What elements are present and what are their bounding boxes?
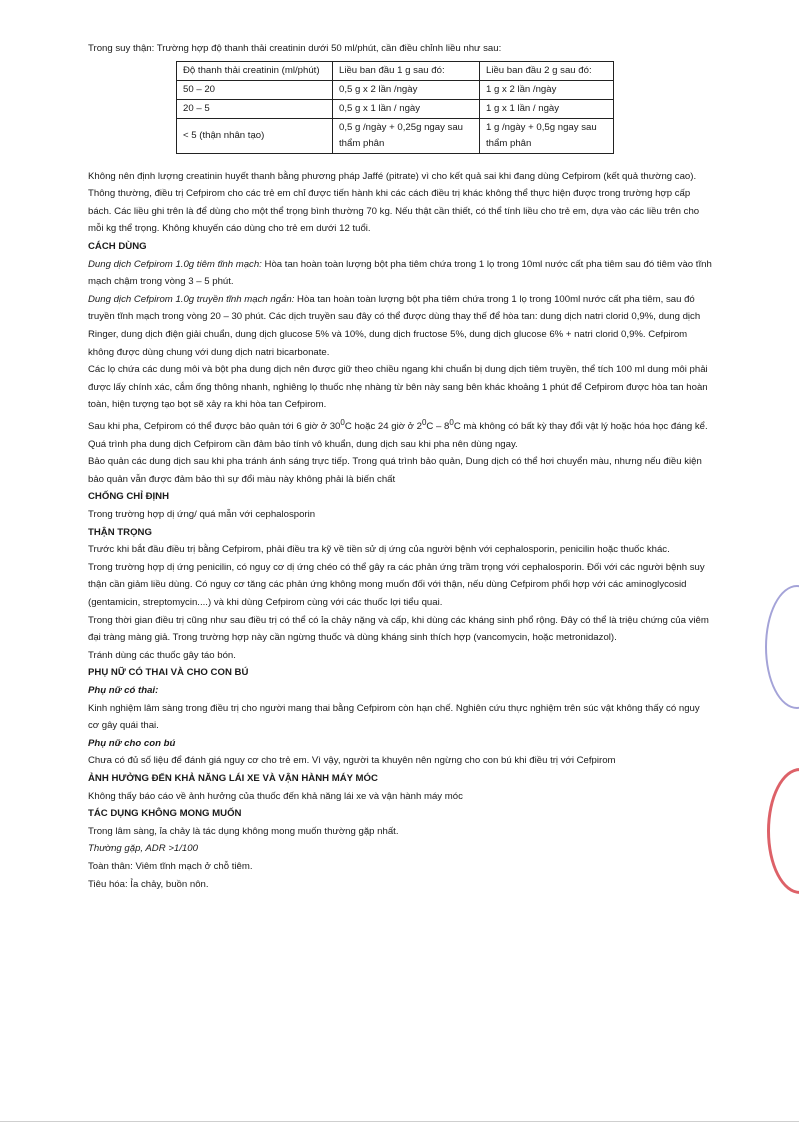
caution-paragraph-1: Trước khi bắt đầu điều trị bằng Cefpirom, phải điều tra kỹ về tiền sử dị ứng của người bệnh với cephalosporin, penicilin hoặc thuốc khác.	[88, 544, 670, 556]
table-header-row	[177, 61, 614, 80]
section-heading-usage: CÁCH DÙNG	[88, 240, 147, 252]
table-row	[177, 99, 614, 118]
driving-paragraph: Không thấy báo cáo về ảnh hưởng của thuốc đến khả năng lái xe và vận hành máy móc	[88, 790, 463, 802]
section-heading-adverse: TÁC DỤNG KHÔNG MONG MUỐN	[88, 808, 242, 820]
dose-table	[176, 61, 614, 154]
storage-paragraph	[88, 414, 713, 453]
table-cell: < 5 (thận nhân tạo)	[177, 118, 333, 153]
subheading-common: Thường gặp, ADR >1/100	[88, 843, 198, 855]
pregnant-paragraph: Kinh nghiệm lâm sàng trong điều trị cho người mang thai bằng Cefpirom còn hạn chế. Nghiên cứu thực nghiệm trên súc vật không thấy có nguy cơ gây quái thai.	[88, 702, 700, 732]
iv-injection-text: Hòa tan hoàn toàn lượng bột pha tiêm chứa trong 1 lọ trong 10ml nước cất pha tiêm sau đó tiêm vào tĩnh mạch chậm trong vòng 3 – 5 phút.	[88, 258, 712, 288]
table-header-cell: Liều ban đầu 1 g sau đó:	[333, 61, 480, 80]
table-row	[177, 80, 614, 99]
table-cell: 0,5 g x 1 lần / ngày	[333, 99, 480, 118]
iv-injection-label: Dung dịch Cefpirom 1.0g tiêm tĩnh mạch:	[88, 258, 262, 270]
renal-intro: Trong suy thận: Trường hợp độ thanh thải creatinin dưới 50 ml/phút, cần điều chỉnh liều như sau:	[88, 43, 502, 54]
table-cell: 20 – 5	[177, 99, 333, 118]
document-page	[88, 40, 713, 893]
storage-text: C – 8	[426, 421, 450, 433]
children-paragraph: Thông thường, điều trị Cefpirom cho các trẻ em chỉ được tiến hành khi các cách điều trị khác không thể thực hiện được trong trường hợp cấp bách. Các liều ghi trên là để dùng cho một thể trọng bình thường 70 kg. Nếu thật cần thiết, có thể tính liều cho trẻ em, dựa vào các liều trên cho mỗi kg thể trọng. Không khuyến cáo dùng cho trẻ em dưới 12 tuổi.	[88, 188, 700, 235]
red-stamp-partial	[767, 768, 799, 894]
degree-sup: 0	[340, 417, 345, 427]
table-header-cell: Độ thanh thải creatinin (ml/phút)	[177, 61, 333, 80]
table-header-cell: Liều ban đầu 2 g sau đó:	[480, 61, 614, 80]
subheading-breastfeeding: Phụ nữ cho con bú	[88, 737, 176, 749]
section-heading-driving: ẢNH HƯỞNG ĐẾN KHẢ NĂNG LÁI XE VÀ VẬN HÀNH MÁY MÓC	[88, 772, 378, 784]
table-cell: 1 g /ngày + 0,5g ngay sau thẩm phân	[480, 118, 614, 153]
table-cell: 0,5 g /ngày + 0,25g ngay sau thẩm phân	[333, 118, 480, 153]
degree-sup: 0	[449, 417, 454, 427]
contraindication-paragraph: Trong trường hợp dị ứng/ quá mẫn với cephalosporin	[88, 509, 316, 521]
table-cell: 1 g x 2 lần /ngày	[480, 80, 614, 99]
jaffe-paragraph: Không nên định lượng creatinin huyết thanh bằng phương pháp Jaffé (pitrate) vì cho kết quả sai khi đang dùng Cefpirom (kết quả thường cao).	[88, 170, 697, 182]
iv-injection-paragraph	[88, 256, 713, 291]
iv-infusion-text: Hòa tan hoàn toàn lượng bột pha tiêm chứa trong 1 lọ trong 100ml nước cất pha tiêm, sau đó truyền tĩnh mạch trong vòng 20 – 30 phút. Các dịch truyền sau đây có thể được dùng thay thế để hòa tan: dung dịch natri clorid 0,9%, dung dịch Ringer, dung dịch điện giải chuẩn, dung dịch glucose 5% và 10%, dung dịch fructose 5%, dung dịch glucose 6% + natri clorid 0,9%. Cefpirom không được dùng chung với dung dịch natri bicarbonate.	[88, 293, 701, 358]
degree-sup: 0	[421, 417, 427, 427]
systemic-paragraph: Toàn thân: Viêm tĩnh mạch ở chỗ tiêm.	[88, 860, 253, 872]
digestive-paragraph: Tiêu hóa: Ỉa chảy, buồn nôn.	[88, 878, 209, 890]
subheading-pregnant: Phụ nữ có thai:	[88, 685, 159, 696]
table-cell: 1 g x 1 lần / ngày	[480, 99, 614, 118]
iv-infusion-label: Dung dịch Cefpirom 1.0g truyền tĩnh mạch ngắn:	[88, 293, 295, 305]
section-heading-caution: THẬN TRỌNG	[88, 526, 152, 538]
section-heading-contraindication: CHỐNG CHỈ ĐỊNH	[88, 491, 170, 503]
adverse-paragraph: Trong lâm sàng, ỉa chảy là tác dụng không mong muốn thường gặp nhất.	[88, 825, 399, 837]
storage-text: Sau khi pha, Cefpirom có thể được bảo quản tới 6 giờ ở 30	[88, 421, 341, 433]
iv-infusion-paragraph	[88, 291, 713, 361]
vials-paragraph: Các lọ chứa các dung môi và bột pha dung dịch nên được giữ theo chiều ngang khi chuẩn bị dung dịch tiêm truyền, thể tích 100 ml dung môi phải được lấy chính xác, cắm ống thông nhanh, nghiêng lọ thuốc nhẹ nhàng từ bên này sang bên khác khoảng 1 phút để Cefpirom được hòa tan hoàn toàn, hiện tượng tạo bọt sẽ xảy ra khi hòa tan Cefpirom.	[88, 364, 708, 411]
scan-edge-line	[0, 1121, 799, 1122]
section-heading-pregnancy: PHỤ NỮ CÓ THAI VÀ CHO CON BÚ	[88, 667, 249, 679]
storage-text: C mà không có bất kỳ thay đổi vật lý hoặc hóa học đáng kể. Quá trình pha dung dịch Cefpirom cần đảm bảo tính vô khuẩn, dung dịch sau khi pha nên dùng ngay.	[88, 421, 708, 450]
table-cell: 50 – 20	[177, 80, 333, 99]
caution-paragraph-2: Trong trường hợp dị ứng penicilin, có nguy cơ dị ứng chéo có thể gây ra các phản ứng trầm trọng với cephalosporin. Đối với các người bệnh suy thận cần giảm liều dùng. Có nguy cơ tăng các phản ứng không mong muốn đối với thận, nếu dùng Cefpirom phối hợp với các aminoglycosid (gentamicin, streptomycin....) và khi dùng Cefpirom cùng với các thuốc lợi tiểu quai.	[88, 561, 705, 609]
protect-paragraph: Bảo quản các dung dịch sau khi pha tránh ánh sáng trực tiếp. Trong quá trình bảo quản, Dung dịch có thể hơi chuyển màu, nhưng nếu điều kiện bảo quản vẫn được đảm bảo thì sự đổi màu này không phải là biến chất	[88, 456, 702, 485]
breastfeeding-paragraph: Chưa có đủ số liệu để đánh giá nguy cơ cho trẻ em. Vì vậy, người ta khuyên nên ngừng cho con bú khi điều trị với Cefpirom	[88, 755, 616, 767]
storage-text: C hoặc 24 giờ ở 2	[344, 421, 422, 433]
caution-paragraph-4: Tránh dùng các thuốc gây táo bón.	[88, 649, 236, 661]
blue-stamp-partial	[765, 585, 799, 709]
table-cell: 0,5 g x 2 lần /ngày	[333, 80, 480, 99]
table-row	[177, 118, 614, 153]
caution-paragraph-3: Trong thời gian điều trị cũng như sau điều trị có thể có ỉa chảy nặng và cấp, khi dùng các kháng sinh phổ rộng. Đây có thể là triệu chứng của viêm đại tràng màng giả. Trong trường hợp này cần ngừng thuốc và dùng kháng sinh thích hợp (vancomycin, hoặc metronidazol).	[88, 614, 709, 644]
